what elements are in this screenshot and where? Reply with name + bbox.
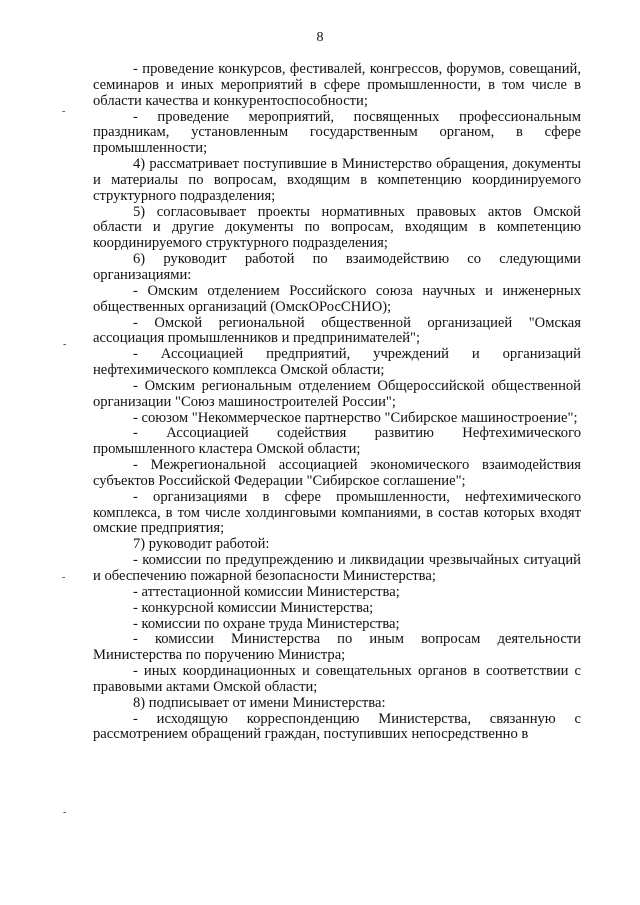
margin-dash-mark: - <box>63 339 67 350</box>
paragraph: - проведение мероприятий, посвященных профессиональным праздникам, установленным государственным органом, в сфере промышленности; <box>93 108 581 157</box>
paragraph: - комиссии Министерства по иным вопросам деятельности Министерства по поручению Министра; <box>93 631 581 664</box>
paragraph: - исходящую корреспонденцию Министерства, связанную с рассмотрением обращений граждан, поступивших непосредственно в <box>93 710 581 743</box>
paragraph: - Омской региональной общественной организацией "Омская ассоциация промышленников и предпринимателей"; <box>93 314 581 347</box>
paragraph: - иных координационных и совещательных органов в соответствии с правовыми актами Омской области; <box>93 663 581 695</box>
paragraph: - союзом "Некоммерческое партнерство "Сибирское машиностроение"; <box>133 409 578 426</box>
paragraph: - Омским отделением Российского союза научных и инженерных общественных организаций (ОмскОРосСНИО); <box>93 282 581 315</box>
paragraph: 8) подписывает от имени Министерства: <box>133 694 386 711</box>
paragraph: - комиссии по охране труда Министерства; <box>133 615 400 632</box>
page-number: 8 <box>316 30 324 45</box>
paragraph: - аттестационной комиссии Министерства; <box>133 583 400 600</box>
paragraph: - проведение конкурсов, фестивалей, конгрессов, форумов, совещаний, семинаров и иных мероприятий в сфере промышленности, в том числе в области качества и конкурентоспособности; <box>93 61 581 109</box>
paragraph: 6) руководит работой по взаимодействию со следующими организациями: <box>93 251 581 283</box>
paragraph: - Межрегиональной ассоциацией экономического взаимодействия субъектов Российской Федерации "Сибирское соглашение"; <box>93 457 581 489</box>
document-body <box>93 62 581 743</box>
paragraph: - Ассоциацией предприятий, учреждений и организаций нефтехимического комплекса Омской области; <box>93 346 581 379</box>
paragraph: 5) согласовывает проекты нормативных правовых актов Омской области и другие документы по вопросам, входящим в компетенцию координируемого структурного подразделения; <box>93 203 581 252</box>
margin-dash-mark: - <box>63 807 67 818</box>
margin-dash-mark: - <box>62 106 66 117</box>
paragraph: - конкурсной комиссии Министерства; <box>133 599 374 616</box>
margin-dash-mark: - <box>62 572 66 583</box>
paragraph: - Омским региональным отделением Общероссийской общественной организации "Союз машиностроителей России"; <box>93 377 581 410</box>
paragraph: - Ассоциацией содействия развитию Нефтехимического промышленного кластера Омской области; <box>93 425 581 458</box>
paragraph: - организациями в сфере промышленности, нефтехимического комплекса, в том числе холдинговыми компаниями, в состав которых входят омские предприятия; <box>93 488 581 537</box>
paragraph: 7) руководит работой: <box>133 536 270 553</box>
paragraph: - комиссии по предупреждению и ликвидации чрезвычайных ситуаций и обеспечению пожарной безопасности Министерства; <box>93 552 581 584</box>
paragraph: 4) рассматривает поступившие в Министерство обращения, документы и материалы по вопросам, входящим в компетенцию координируемого структурного подразделения; <box>93 156 581 204</box>
